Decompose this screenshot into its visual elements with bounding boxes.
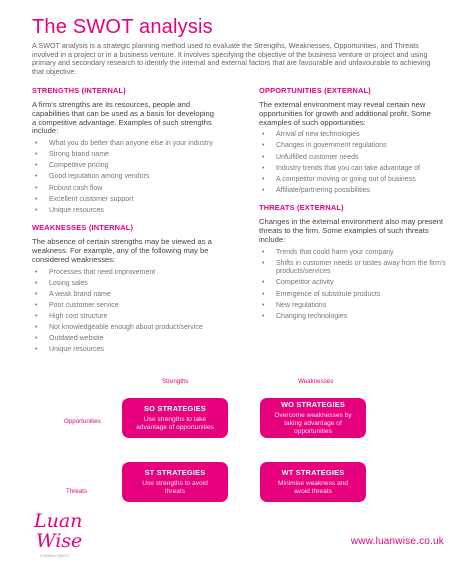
list-item: • Outdated website [32,335,220,344]
website-link[interactable]: www.luanwise.co.uk [350,536,444,547]
st-strategies-title: ST STRATEGIES [144,468,206,478]
list-item: • What you do better than anyone else in your industry [32,140,220,149]
threats-section [259,203,447,321]
list-item: • Affiliate/partnering possibilities [259,187,447,196]
matrix-col-strengths: Strengths [162,378,189,385]
list-item: • A competitor moving or going out of business [259,176,447,185]
wt-strategies-title: WT STRATEGIES [281,468,345,478]
luan-wise-logo [30,505,90,563]
list-item: • Competitive pricing [32,162,220,171]
threats-list [259,249,447,321]
so-strategies-title: SO STRATEGIES [143,404,206,414]
logo-line2: Wise [36,530,83,552]
list-item: • Losing sales [32,280,220,289]
list-item: • Changing technologies [259,313,447,322]
list-item: • Poor customer service [32,302,220,311]
strengths-section [32,86,220,215]
list-item: • Unique resources [32,207,220,216]
list-item: • Competitor activity [259,279,447,288]
list-item: • Unfulfilled customer needs [259,154,447,163]
so-strategies-box [122,398,228,438]
weaknesses-heading: WEAKNESSES (INTERNAL) [32,223,134,233]
list-item: • Arrival of new technologies [259,131,447,140]
opportunities-heading: OPPORTUNITIES (EXTERNAL) [259,86,371,95]
strengths-heading: STRENGTHS (INTERNAL) [32,86,126,95]
list-item: • Industry trends that you can take advantage of [259,165,447,174]
wt-strategies-box [260,462,366,502]
list-item: • Good reputation among vendors [32,173,220,182]
wo-strategies-desc: Overcome weaknesses by taking advantage of opportunities [274,412,352,435]
logo-line1: Luan [34,510,83,532]
opportunities-lead: The external environment may reveal certain new opportunities for growth and additional profit. Some examples of such opportunities: [259,100,431,127]
list-item: • Emergence of substitute products [259,291,447,300]
opportunities-list [259,131,447,195]
wo-strategies-title: WO STRATEGIES [280,400,346,410]
so-strategies-desc: Use strengths to take advantage of opportunities [136,416,214,431]
wo-strategies-box [260,398,366,438]
list-item: • Changes in government regulations [259,142,447,151]
weaknesses-list [32,269,220,355]
list-item: • Trends that could harm your company [259,249,447,258]
list-item: • New regulations [259,302,447,311]
st-strategies-desc: Use strengths to avoid threats [142,480,208,495]
list-item: • Processes that need improvement [32,269,220,278]
matrix-row-opportunities: Opportunities [64,418,101,425]
list-item: • Unique resources [32,346,220,355]
threats-heading: THREATS (EXTERNAL) [259,203,344,213]
list-item: • Shifts in customer needs or tastes away from the firm's products/services [259,260,447,277]
matrix-col-weaknesses: Weaknesses [298,378,334,385]
left-column [32,86,220,363]
opportunities-section [259,86,447,195]
weaknesses-section [32,223,220,355]
list-item: • Robust cash flow [32,185,220,194]
list-item: • A weak brand name [32,291,220,300]
matrix-row-threats: Threats [66,488,87,495]
list-item: • High cost structure [32,313,220,322]
page-title: The SWOT analysis [32,16,213,38]
strengths-list [32,140,220,215]
right-column [259,86,447,329]
list-item: • Not knowledgeable enough about product/service [32,324,220,333]
st-strategies-box [122,462,228,502]
intro-paragraph: A SWOT analysis is a strategic planning method used to evaluate the Strengths, Weaknesses, Opportunities, and Threats involved in a project or in a business venture. It involves specifying the objective of the business venture or project and using primary and secondary research to identify the internal and external factors that are favourable and unfavourable to achieving that objective. [32,41,431,76]
list-item: • Strong brand name [32,151,220,160]
strengths-lead: A firm's strengths are its resources, people and capabilities that can be used as a basis for developing a competitive advantage. Examples of such strengths include: [32,100,214,136]
logo-tagline: CONSULTANCY [40,553,70,558]
threats-lead: Changes in the external environment also may present threats to the firm. Some examples of such threats include: [259,217,444,244]
weaknesses-lead: The absence of certain strengths may be viewed as a weakness. For example, any of the following may be considered weaknesses: [32,237,212,264]
list-item: • Excellent customer support [32,196,220,205]
wt-strategies-desc: Minimise weakness and avoid threats [278,480,348,495]
